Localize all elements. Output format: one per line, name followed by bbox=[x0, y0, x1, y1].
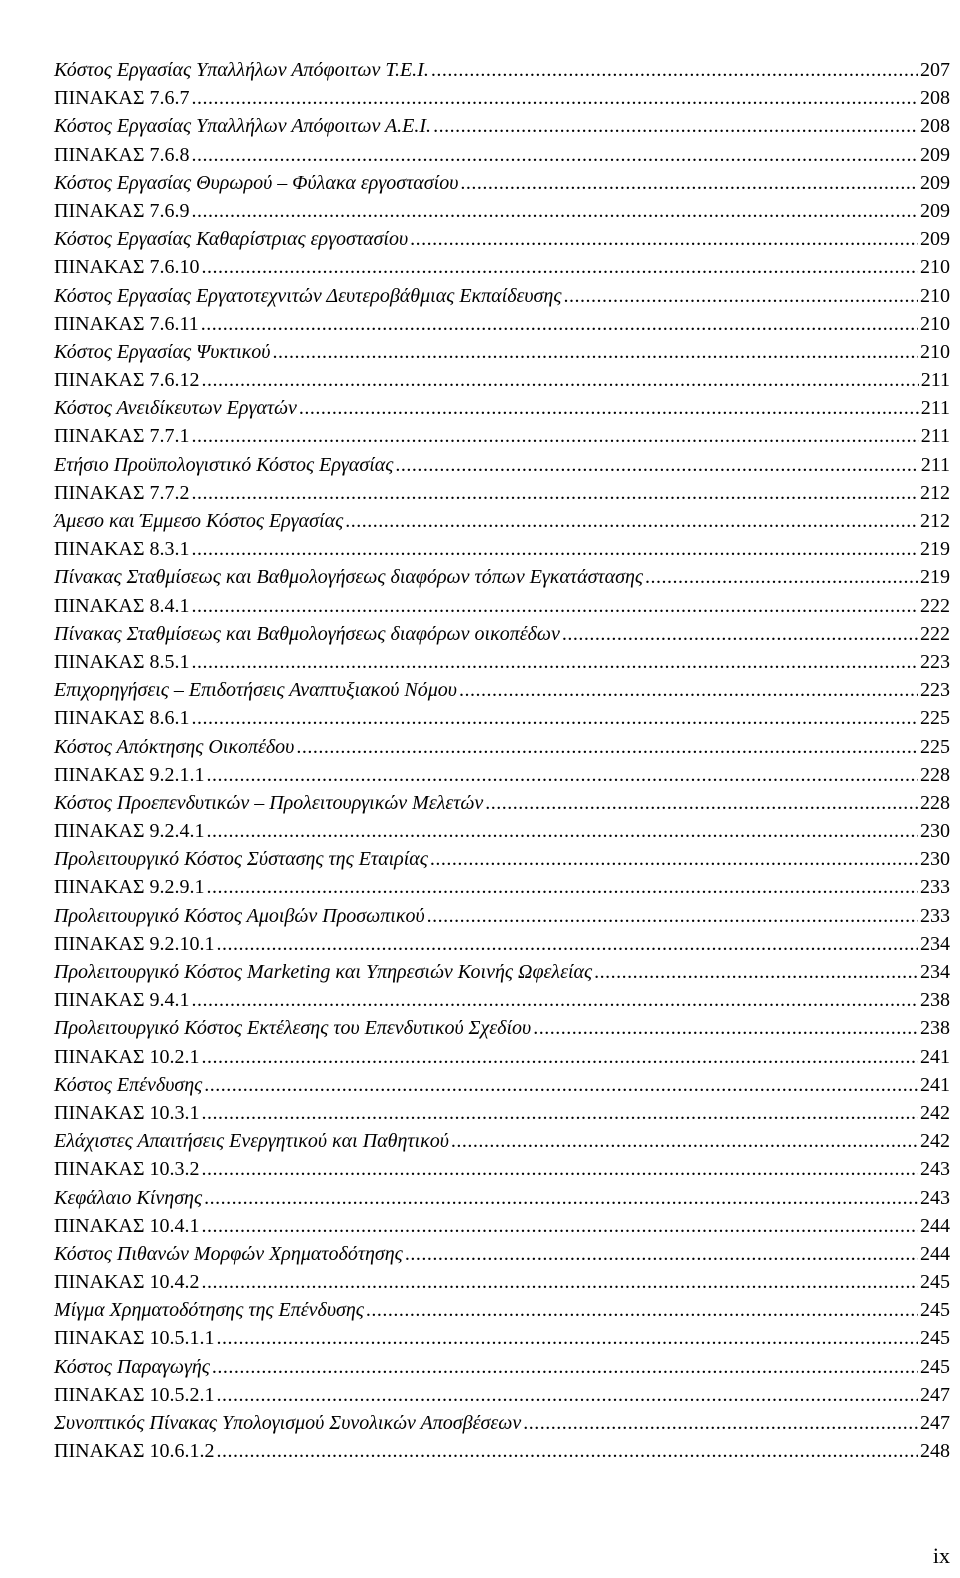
dot-leader bbox=[272, 338, 918, 366]
toc-entry-label: ΠΙΝΑΚΑΣ 9.4.1 bbox=[54, 989, 190, 1012]
toc-entry-label: Κόστος Παραγωγής bbox=[54, 1355, 210, 1378]
toc-entry-caption[interactable] bbox=[54, 1071, 950, 1099]
dot-leader bbox=[533, 1014, 918, 1042]
toc-entry-table[interactable] bbox=[54, 704, 950, 732]
dot-leader bbox=[395, 451, 918, 479]
toc-entry-label: Πίνακας Σταθμίσεως και Βαθμολογήσεως διαφόρων οικοπέδων bbox=[54, 622, 560, 645]
toc-entry-caption[interactable] bbox=[54, 56, 950, 84]
toc-entry-caption[interactable] bbox=[54, 958, 950, 986]
toc-entry-page: 209 bbox=[920, 228, 950, 251]
toc-entry-label: Κόστος Εργασίας Καθαρίστριας εργοστασίου bbox=[54, 228, 409, 251]
dot-leader bbox=[405, 1240, 918, 1268]
dot-leader bbox=[431, 56, 918, 84]
toc-entry-label: Συνοπτικός Πίνακας Υπολογισμού Συνολικών Αποσβέσεων bbox=[54, 1412, 522, 1434]
toc-entry-label: Κόστος Εργασίας Υπαλλήλων Απόφοιτων Α.Ε.Ι. bbox=[54, 115, 432, 138]
toc-entry-page: 211 bbox=[920, 397, 950, 420]
toc-entry-caption[interactable] bbox=[54, 845, 950, 873]
toc-entry-caption[interactable] bbox=[54, 1127, 950, 1155]
toc-entry-page: 222 bbox=[920, 594, 950, 617]
toc-entry-table[interactable] bbox=[54, 479, 950, 507]
toc-entry-caption[interactable] bbox=[54, 1014, 950, 1042]
toc-entry-table[interactable] bbox=[54, 535, 950, 563]
toc-entry-page: 238 bbox=[920, 1017, 950, 1040]
dot-leader bbox=[563, 282, 918, 310]
toc-entry-page: 230 bbox=[920, 848, 950, 871]
dot-leader bbox=[451, 1127, 918, 1155]
dot-leader bbox=[192, 986, 918, 1014]
toc-entry-table[interactable] bbox=[54, 986, 950, 1014]
dot-leader bbox=[345, 507, 918, 535]
toc-entry-table[interactable] bbox=[54, 873, 950, 901]
toc-entry-page: 212 bbox=[920, 481, 950, 504]
toc-entry-table[interactable] bbox=[54, 1212, 950, 1240]
toc-entry-page: 228 bbox=[920, 791, 950, 814]
toc-entry-caption[interactable] bbox=[54, 902, 950, 930]
toc-entry-page: 233 bbox=[920, 904, 950, 927]
toc-entry-caption[interactable] bbox=[54, 338, 950, 366]
toc-entry-table[interactable] bbox=[54, 1043, 950, 1071]
toc-entry-caption[interactable] bbox=[54, 676, 950, 704]
toc-entry-page: 211 bbox=[920, 369, 950, 392]
dot-leader bbox=[192, 535, 918, 563]
toc-entry-caption[interactable] bbox=[54, 1240, 950, 1268]
toc-entry-page: 225 bbox=[920, 707, 950, 730]
dot-leader bbox=[207, 873, 918, 901]
toc-entry-table[interactable] bbox=[54, 310, 950, 338]
toc-entry-page: 228 bbox=[920, 763, 950, 786]
toc-entry-page: 245 bbox=[920, 1327, 950, 1350]
dot-leader bbox=[217, 1381, 918, 1409]
toc-entry-page: 245 bbox=[920, 1355, 950, 1378]
toc-entry-caption[interactable] bbox=[54, 112, 950, 140]
toc-entry-page: 242 bbox=[920, 1101, 950, 1124]
dot-leader bbox=[485, 789, 918, 817]
toc-entry-label: ΠΙΝΑΚΑΣ 10.3.2 bbox=[54, 1158, 200, 1181]
toc-entry-label: Προλειτουργικό Κόστος Marketing και Υπηρεσιών Κοινής Ωφελείας bbox=[54, 961, 593, 983]
dot-leader bbox=[217, 930, 918, 958]
toc-entry-label: Κόστος Ανειδίκευτων Εργατών bbox=[54, 397, 297, 420]
toc-entry-caption[interactable] bbox=[54, 225, 950, 253]
toc-entry-page: 211 bbox=[920, 453, 950, 476]
toc-entry-label: ΠΙΝΑΚΑΣ 10.4.1 bbox=[54, 1214, 200, 1237]
dot-leader bbox=[296, 733, 918, 761]
toc-entry-table[interactable] bbox=[54, 253, 950, 281]
toc-entry-caption[interactable] bbox=[54, 1353, 950, 1381]
toc-entry-page: 245 bbox=[920, 1271, 950, 1294]
toc-entry-label: ΠΙΝΑΚΑΣ 9.2.10.1 bbox=[54, 932, 215, 955]
dot-leader bbox=[204, 1184, 918, 1212]
dot-leader bbox=[201, 310, 918, 338]
toc-entry-caption[interactable] bbox=[54, 789, 950, 817]
toc-entry-caption[interactable] bbox=[54, 1409, 950, 1437]
dot-leader bbox=[207, 817, 918, 845]
toc-entry-label: Ετήσιο Προϋπολογιστικό Κόστος Εργασίας bbox=[54, 453, 394, 476]
toc-entry-page: 247 bbox=[920, 1383, 950, 1406]
dot-leader bbox=[192, 84, 918, 112]
dot-leader bbox=[192, 704, 918, 732]
toc-entry-page: 225 bbox=[920, 735, 950, 758]
toc-entry-label: ΠΙΝΑΚΑΣ 9.2.9.1 bbox=[54, 876, 205, 899]
toc-entry-page: 210 bbox=[920, 340, 950, 363]
toc-entry-page: 223 bbox=[920, 679, 950, 702]
toc-entry-caption[interactable] bbox=[54, 394, 950, 422]
toc-entry-caption[interactable] bbox=[54, 563, 950, 591]
toc-entry-page: 209 bbox=[920, 171, 950, 194]
toc-entry-page: 242 bbox=[920, 1130, 950, 1153]
toc-entry-label: ΠΙΝΑΚΑΣ 7.7.2 bbox=[54, 481, 190, 504]
toc-entry-page: 238 bbox=[920, 989, 950, 1012]
toc-entry-label: ΠΙΝΑΚΑΣ 10.2.1 bbox=[54, 1045, 200, 1068]
toc-entry-caption[interactable] bbox=[54, 1184, 950, 1212]
dot-leader bbox=[427, 902, 918, 930]
toc-entry-caption[interactable] bbox=[54, 169, 950, 197]
dot-leader bbox=[202, 1043, 918, 1071]
toc-entry-page: 234 bbox=[920, 961, 950, 983]
toc-entry-label: ΠΙΝΑΚΑΣ 10.5.1.1 bbox=[54, 1327, 215, 1350]
toc-entry-label: ΠΙΝΑΚΑΣ 8.4.1 bbox=[54, 594, 190, 617]
toc-entry-page: 243 bbox=[920, 1158, 950, 1181]
toc-entry-table[interactable] bbox=[54, 1324, 950, 1352]
dot-leader bbox=[192, 648, 918, 676]
dot-leader bbox=[192, 197, 918, 225]
toc-entry-table[interactable] bbox=[54, 761, 950, 789]
toc-entry-caption[interactable] bbox=[54, 620, 950, 648]
toc-entry-label: Κόστος Επένδυσης bbox=[54, 1073, 203, 1096]
toc-entry-page: 244 bbox=[920, 1242, 950, 1265]
toc-entry-label: Επιχορηγήσεις – Επιδοτήσεις Αναπτυξιακού Νόμου bbox=[54, 679, 457, 702]
dot-leader bbox=[433, 112, 918, 140]
dot-leader bbox=[594, 958, 918, 986]
toc-entry-label: ΠΙΝΑΚΑΣ 7.6.10 bbox=[54, 256, 200, 279]
toc-entry-label: ΠΙΝΑΚΑΣ 8.3.1 bbox=[54, 538, 190, 561]
toc-entry-label: ΠΙΝΑΚΑΣ 10.6.1.2 bbox=[54, 1440, 215, 1463]
toc-entry-table[interactable] bbox=[54, 422, 950, 450]
toc-entry-page: 233 bbox=[920, 876, 950, 899]
toc-entry-label: ΠΙΝΑΚΑΣ 7.6.12 bbox=[54, 369, 200, 392]
toc-entry-table[interactable] bbox=[54, 1268, 950, 1296]
dot-leader bbox=[192, 141, 918, 169]
dot-leader bbox=[202, 1099, 918, 1127]
dot-leader bbox=[217, 1437, 918, 1465]
toc-entry-page: 247 bbox=[920, 1412, 950, 1434]
toc-entry-table[interactable] bbox=[54, 1155, 950, 1183]
dot-leader bbox=[299, 394, 919, 422]
dot-leader bbox=[366, 1296, 918, 1324]
toc-entry-table[interactable] bbox=[54, 366, 950, 394]
toc-entry-page: 212 bbox=[920, 510, 950, 532]
dot-leader bbox=[202, 366, 919, 394]
toc-entry-label: ΠΙΝΑΚΑΣ 8.5.1 bbox=[54, 650, 190, 673]
toc-entry-caption[interactable] bbox=[54, 282, 950, 310]
toc-entry-caption[interactable] bbox=[54, 507, 950, 535]
dot-leader bbox=[459, 676, 918, 704]
toc-entry-page: 210 bbox=[920, 312, 950, 335]
toc-entry-label: ΠΙΝΑΚΑΣ 9.2.4.1 bbox=[54, 820, 205, 843]
dot-leader bbox=[207, 761, 918, 789]
toc-entry-label: ΠΙΝΑΚΑΣ 7.6.9 bbox=[54, 199, 190, 222]
dot-leader bbox=[202, 253, 918, 281]
toc-entry-label: Προλειτουργικό Κόστος Εκτέλεσης του Επενδυτικού Σχεδίου bbox=[54, 1017, 532, 1040]
toc-entry-page: 241 bbox=[920, 1045, 950, 1068]
toc-entry-label: Κόστος Εργασίας Θυρωρού – Φύλακα εργοστασίου bbox=[54, 171, 459, 194]
toc-entry-page: 219 bbox=[920, 538, 950, 561]
toc-entry-label: ΠΙΝΑΚΑΣ 10.4.2 bbox=[54, 1271, 200, 1294]
toc-entry-label: Προλειτουργικό Κόστος Αμοιβών Προσωπικού bbox=[54, 904, 425, 927]
toc-entry-page: 222 bbox=[920, 622, 950, 645]
toc-entry-page: 208 bbox=[920, 115, 950, 138]
toc-entry-page: 234 bbox=[920, 932, 950, 955]
dot-leader bbox=[202, 1155, 918, 1183]
dot-leader bbox=[410, 225, 918, 253]
toc-entry-label: Προλειτουργικό Κόστος Σύστασης της Εταιρίας bbox=[54, 848, 428, 871]
toc-entry-table[interactable] bbox=[54, 84, 950, 112]
toc-entry-label: Ελάχιστες Απαιτήσεις Ενεργητικού και Παθητικού bbox=[54, 1130, 449, 1153]
dot-leader bbox=[192, 592, 918, 620]
dot-leader bbox=[204, 1071, 918, 1099]
toc-entry-label: Άμεσο και Έμμεσο Κόστος Εργασίας bbox=[54, 510, 344, 532]
toc-entry-label: ΠΙΝΑΚΑΣ 8.6.1 bbox=[54, 707, 190, 730]
toc-entry-page: 210 bbox=[920, 256, 950, 279]
table-of-contents bbox=[54, 56, 950, 1465]
toc-entry-label: Κόστος Εργασίας Εργατοτεχνιτών Δευτεροβάθμιας Εκπαίδευσης bbox=[54, 284, 562, 307]
toc-entry-table[interactable] bbox=[54, 141, 950, 169]
toc-entry-label: ΠΙΝΑΚΑΣ 7.6.8 bbox=[54, 143, 190, 166]
dot-leader bbox=[212, 1353, 918, 1381]
toc-entry-table[interactable] bbox=[54, 817, 950, 845]
toc-entry-page: 209 bbox=[920, 143, 950, 166]
page-number: ix bbox=[932, 1543, 950, 1568]
dot-leader bbox=[192, 422, 919, 450]
toc-entry-table[interactable] bbox=[54, 1381, 950, 1409]
toc-entry-caption[interactable] bbox=[54, 733, 950, 761]
toc-entry-page: 245 bbox=[920, 1299, 950, 1322]
toc-entry-label: ΠΙΝΑΚΑΣ 7.6.11 bbox=[54, 312, 199, 335]
dot-leader bbox=[202, 1212, 918, 1240]
dot-leader bbox=[202, 1268, 918, 1296]
toc-entry-table[interactable] bbox=[54, 930, 950, 958]
toc-entry-page: 207 bbox=[920, 59, 950, 81]
toc-entry-page: 210 bbox=[920, 284, 950, 307]
toc-entry-page: 244 bbox=[920, 1214, 950, 1237]
dot-leader bbox=[460, 169, 918, 197]
toc-entry-page: 219 bbox=[920, 566, 950, 589]
toc-entry-label: ΠΙΝΑΚΑΣ 7.6.7 bbox=[54, 87, 190, 110]
toc-entry-table[interactable] bbox=[54, 197, 950, 225]
toc-entry-label: Κόστος Απόκτησης Οικοπέδου bbox=[54, 735, 295, 758]
toc-entry-page: 209 bbox=[920, 199, 950, 222]
toc-entry-page: 208 bbox=[920, 87, 950, 110]
toc-entry-label: Κόστος Εργασίας Ψυκτικού bbox=[54, 340, 271, 363]
toc-entry-label: Κεφάλαιο Κίνησης bbox=[54, 1186, 203, 1209]
dot-leader bbox=[430, 845, 918, 873]
dot-leader bbox=[523, 1409, 918, 1437]
toc-entry-label: Πίνακας Σταθμίσεως και Βαθμολογήσεως διαφόρων τόπων Εγκατάστασης bbox=[54, 566, 643, 589]
dot-leader bbox=[562, 620, 918, 648]
toc-entry-label: ΠΙΝΑΚΑΣ 7.7.1 bbox=[54, 425, 190, 448]
dot-leader bbox=[645, 563, 918, 591]
toc-entry-caption[interactable] bbox=[54, 1296, 950, 1324]
toc-entry-label: ΠΙΝΑΚΑΣ 9.2.1.1 bbox=[54, 763, 205, 786]
toc-entry-label: ΠΙΝΑΚΑΣ 10.3.1 bbox=[54, 1101, 200, 1124]
toc-entry-label: Κόστος Προεπενδυτικών – Προλειτουργικών Μελετών bbox=[54, 791, 484, 814]
toc-entry-label: Μίγμα Χρηματοδότησης της Επένδυσης bbox=[54, 1299, 364, 1322]
toc-entry-table[interactable] bbox=[54, 1437, 950, 1465]
toc-entry-page: 243 bbox=[920, 1186, 950, 1209]
dot-leader bbox=[192, 479, 918, 507]
toc-entry-page: 211 bbox=[920, 425, 950, 448]
toc-entry-page: 230 bbox=[920, 820, 950, 843]
toc-entry-label: Κόστος Εργασίας Υπαλλήλων Απόφοιτων Τ.Ε.Ι. bbox=[54, 59, 429, 81]
dot-leader bbox=[217, 1324, 918, 1352]
toc-entry-page: 223 bbox=[920, 650, 950, 673]
toc-entry-table[interactable] bbox=[54, 1099, 950, 1127]
toc-entry-page: 248 bbox=[920, 1440, 950, 1463]
toc-entry-table[interactable] bbox=[54, 648, 950, 676]
toc-entry-page: 241 bbox=[920, 1073, 950, 1096]
toc-entry-table[interactable] bbox=[54, 592, 950, 620]
toc-entry-caption[interactable] bbox=[54, 451, 950, 479]
toc-entry-label: ΠΙΝΑΚΑΣ 10.5.2.1 bbox=[54, 1383, 215, 1406]
toc-entry-label: Κόστος Πιθανών Μορφών Χρηματοδότησης bbox=[54, 1242, 403, 1265]
